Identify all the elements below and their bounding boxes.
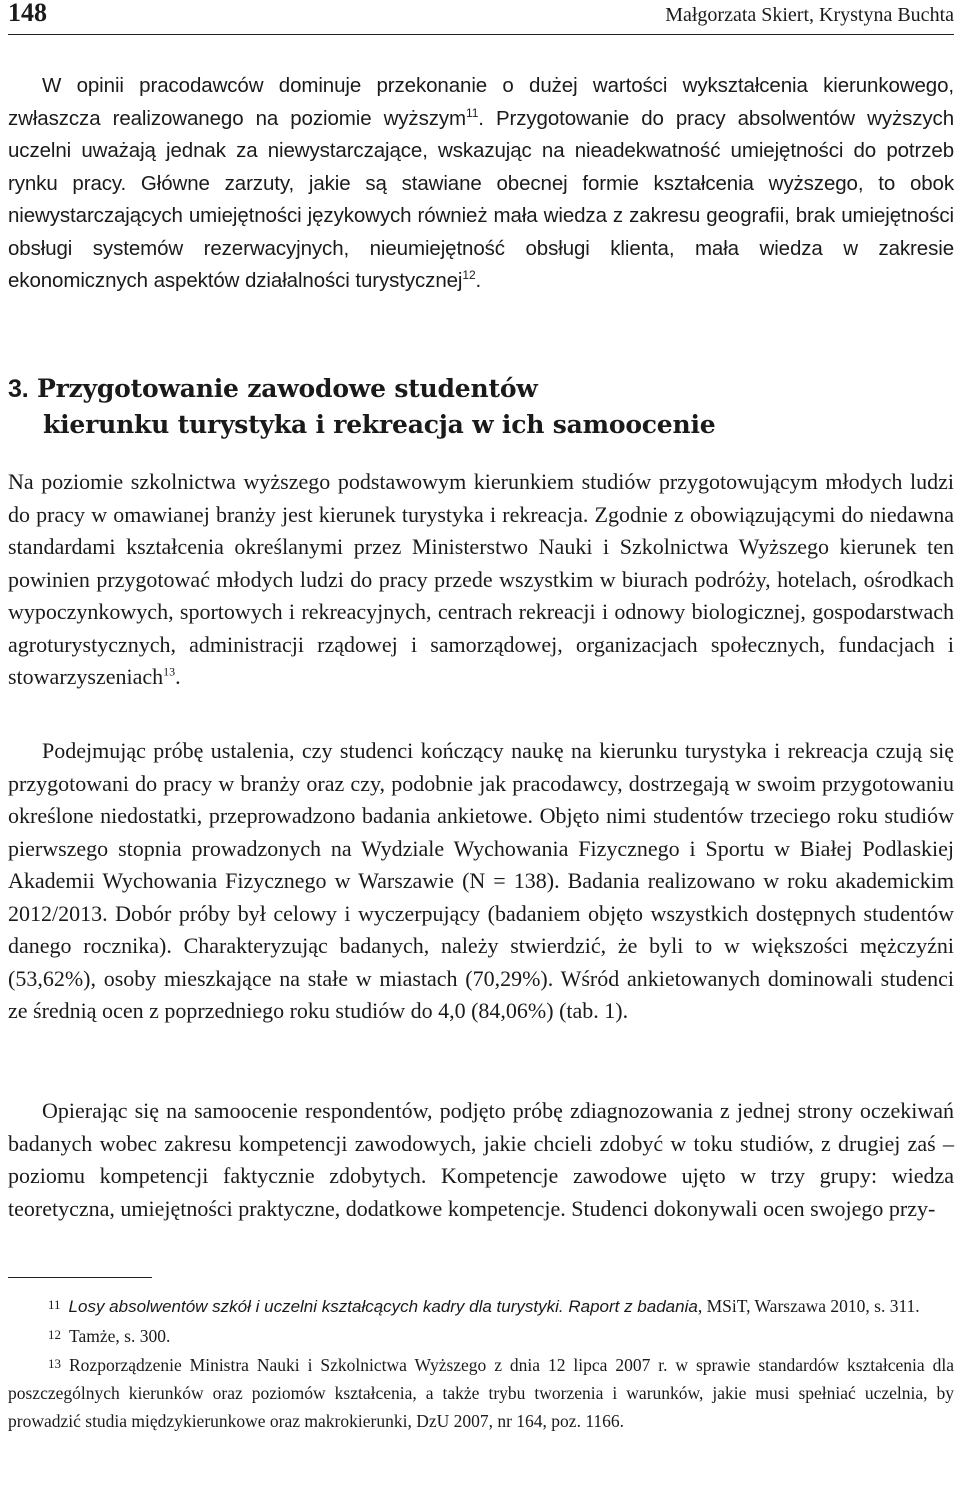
paragraph-survey-method: Podejmując próbę ustalenia, czy studenci kończący naukę na kierunku turystyka i rekreacja czują się przygotowani do pracy w branży oraz czy, podobnie jak pracodawcy, dostrzegają w swoim przygotowaniu określone niedostatki, przeprowadzono badania ankietowe. Objęto nimi studentów trzeciego roku studiów pierwszego stopnia prowadzonych na Wydziale Wychowania Fizycznego i Sportu w Białej Podlaskiej Akademii Wychowania Fizycznego w Warszawie (N = 138). Badania realizowano w roku akademickim 2012/2013. Dobór próby był celowy i wyczerpujący (badaniem objęto wszystkich dostępnych studentów danego rocznika). Charakteryzując badanych, należy stwierdzić, że byli to w większości mężczyźni (53,62%), osoby mieszkające na stałe w miastach (70,29%). Wśród ankietowanych dominowali studenci ze średnią ocen z poprzedniego roku studiów do 4,0 (84,06%) (tab. 1).: [8, 738, 954, 1023]
footnote-text: Rozporządzenie Ministra Nauki i Szkolnictwa Wyższego z dnia 12 lipca 2007 r. w sprawie standardów kształcenia dla poszczególnych kierunków oraz poziomów kształcenia, a także trybu tworzenia i warunków, jakie musi spełniać uczelnia, by prowadzić studia międzykierunkowe oraz makrokierunki, DzU 2007, nr 164, poz. 1166.: [8, 1355, 954, 1431]
paragraph-study-field: [8, 466, 954, 694]
footnote-text: Tamże, s. 300.: [69, 1326, 171, 1346]
footnote-ref-12[interactable]: 12: [462, 268, 476, 283]
paragraph-self-assessment: Opierając się na samoocenie respondentów, podjęto próbę zdiagnozowania z jednej strony oczekiwań badanych wobec zakresu kompetencji zawodowych, jakie chcieli zdobyć w toku studiów, z drugiej zaś – poziomu kompetencji faktycznie zdobytych. Kompetencje zawodowe ujęto w trzy grupy: wiedza teoretyczna, umiejętności praktyczne, dodatkowe kompetencje. Studenci dokonywali ocen swojego przy-: [8, 1098, 954, 1221]
footnote-ref-11[interactable]: 11: [466, 105, 479, 120]
footnote-divider: [8, 1277, 152, 1278]
footnote-12: [8, 1321, 954, 1350]
footnote-number: 12: [48, 1327, 61, 1342]
footnote-number: 13: [48, 1356, 61, 1371]
footnote-number: 11: [48, 1297, 61, 1312]
section-heading: [8, 371, 954, 443]
footnote-title: Losy absolwentów szkół i uczelni kształcących kadry dla turystyki. Raport z badania: [68, 1297, 698, 1316]
section-number: 3.: [8, 375, 29, 403]
paragraph-text: . Przygotowanie do pracy absolwentów wyższych uczelni uważają jednak za niewystarczające, wskazując na nieadekwatność umiejętności do potrzeb rynku pracy. Główne zarzuty, jakie są stawiane obecnej formie kształcenia wyższego, to obok niewystarczających umiejętności językowych również mała wiedza z zakresu geografii, brak umiejętności obsługi systemów rezerwacyjnych, nieumiejętność obsługi klienta, mała wiedza w zakresie ekonomicznych aspektów działalności turystycznej: [8, 106, 954, 292]
paragraph-employers-opinion: [8, 70, 954, 298]
footnote-ref-13[interactable]: 13: [163, 664, 176, 679]
footnotes: [8, 1291, 954, 1435]
section-title-line-2: kierunku turystyka i rekreacja w ich samoocenie: [43, 410, 716, 439]
page-header: [8, 0, 954, 35]
section-title-line-1: Przygotowanie zawodowe studentów: [36, 374, 538, 403]
running-head-authors: Małgorzata Skiert, Krystyna Buchta: [665, 4, 954, 26]
footnote-11: [8, 1291, 954, 1321]
footnote-text: , MSiT, Warszawa 2010, s. 311.: [697, 1296, 920, 1316]
footnote-13: [8, 1350, 954, 1435]
paragraph-text: W opinii pracodawców dominuje przekonanie o dużej wartości wykształcenia kierunkowego, zwłaszcza realizowanego na poziomie wyższym: [8, 74, 954, 130]
page-number: 148: [8, 0, 47, 27]
paragraph-text: Na poziomie szkolnictwa wyższego podstawowym kierunkiem studiów przygotowującym młodych ludzi do pracy w omawianej branży jest kierunek turystyka i rekreacja. Zgodnie z obowiązującymi do niedawna standardami kształcenia określanymi przez Ministerstwo Nauki i Szkolnictwa Wyższego kierunek ten powinien przygotować młodych ludzi do pracy przede wszystkim w biurach podróży, hotelach, ośrodkach wypoczynkowych, sportowych i rekreacyjnych, centrach rekreacji i odnowy biologicznej, gospodarstwach agroturystycznych, administracji rządowej i samorządowej, organizacjach społecznych, fundacjach i stowarzyszeniach: [8, 469, 954, 689]
paragraph-text: .: [475, 269, 482, 292]
paragraph-text: .: [175, 664, 181, 689]
